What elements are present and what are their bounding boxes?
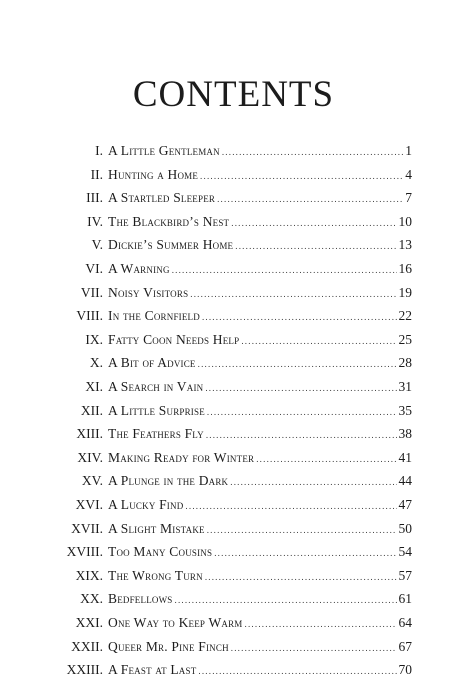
chapter-title: A Warning bbox=[108, 261, 170, 276]
page-number: 54 bbox=[398, 544, 412, 560]
dot-leader bbox=[172, 259, 397, 281]
chapter-entry bbox=[108, 376, 412, 399]
page-number: 47 bbox=[398, 497, 412, 512]
page-number: 70 bbox=[398, 662, 412, 678]
toc-entry[interactable] bbox=[0, 282, 467, 304]
chapter-number: XXI. bbox=[75, 615, 103, 630]
chapter-entry bbox=[108, 211, 412, 234]
chapter-entry bbox=[108, 234, 412, 257]
chapter-number: III. bbox=[86, 190, 103, 206]
toc-entry[interactable] bbox=[0, 305, 467, 327]
dot-leader bbox=[217, 188, 403, 210]
page-number: 50 bbox=[398, 520, 412, 536]
dot-leader bbox=[230, 471, 396, 493]
dot-leader bbox=[198, 353, 397, 375]
page-number: 44 bbox=[398, 473, 412, 489]
chapter-entry bbox=[108, 612, 412, 635]
page-number: 7 bbox=[405, 190, 412, 206]
page-number: 4 bbox=[405, 166, 412, 182]
chapter-title: Fatty Coon Needs Help bbox=[108, 331, 240, 347]
chapter-entry bbox=[108, 164, 412, 187]
chapter-title: Noisy Visitors bbox=[108, 284, 189, 300]
toc-entry[interactable] bbox=[0, 659, 467, 681]
dot-leader bbox=[205, 566, 397, 588]
chapter-number: IX. bbox=[85, 331, 103, 347]
dot-leader bbox=[207, 401, 397, 423]
dot-leader bbox=[214, 542, 396, 564]
page-number: 1 bbox=[405, 143, 412, 158]
page-number: 38 bbox=[398, 426, 412, 442]
dot-leader bbox=[202, 306, 397, 328]
toc-entry[interactable] bbox=[0, 612, 467, 634]
toc-entry[interactable] bbox=[0, 400, 467, 422]
page-number: 35 bbox=[398, 402, 412, 418]
toc-entry[interactable] bbox=[0, 329, 467, 351]
chapter-number: XVIII. bbox=[66, 544, 103, 560]
toc-entry[interactable] bbox=[0, 518, 467, 540]
chapter-entry bbox=[108, 187, 412, 210]
toc-entry[interactable] bbox=[0, 636, 467, 658]
chapter-title: The Feathers Fly bbox=[108, 426, 204, 442]
page-number: 64 bbox=[398, 615, 412, 630]
dot-leader bbox=[231, 212, 396, 234]
toc-entry[interactable] bbox=[0, 423, 467, 445]
toc-entry[interactable] bbox=[0, 140, 467, 162]
chapter-number: II. bbox=[90, 166, 103, 182]
chapter-title: A Startled Sleeper bbox=[108, 190, 216, 206]
toc-entry[interactable] bbox=[0, 588, 467, 610]
chapter-title: Bedfellows bbox=[108, 591, 173, 607]
dot-leader bbox=[200, 165, 403, 187]
chapter-title: Queer Mr. Pine Finch bbox=[108, 638, 229, 654]
dot-leader bbox=[206, 424, 397, 446]
dot-leader bbox=[185, 495, 396, 517]
chapter-entry bbox=[108, 282, 412, 305]
chapter-title: A Little Surprise bbox=[108, 402, 205, 418]
chapter-number: XV. bbox=[81, 473, 103, 489]
chapter-title: The Wrong Turn bbox=[108, 567, 203, 583]
chapter-number: XII. bbox=[80, 402, 103, 418]
chapter-entry bbox=[108, 659, 412, 682]
chapter-entry bbox=[108, 565, 412, 588]
page-number: 61 bbox=[398, 591, 412, 607]
chapter-title: One Way to Keep Warm bbox=[108, 615, 243, 630]
page-number: 16 bbox=[398, 261, 412, 276]
page-number: 22 bbox=[398, 308, 412, 324]
toc-entry[interactable] bbox=[0, 164, 467, 186]
chapter-title: A Search in Vain bbox=[108, 379, 204, 394]
toc-entry[interactable] bbox=[0, 565, 467, 587]
chapter-entry bbox=[108, 305, 412, 328]
toc-entry[interactable] bbox=[0, 258, 467, 280]
chapter-number: XIV. bbox=[77, 449, 103, 465]
dot-leader bbox=[235, 235, 396, 257]
dot-leader bbox=[256, 448, 396, 470]
toc-entry[interactable] bbox=[0, 447, 467, 469]
dot-leader bbox=[207, 519, 397, 541]
chapter-entry bbox=[108, 140, 412, 163]
chapter-number: XVI. bbox=[75, 497, 103, 512]
chapter-title: Making Ready for Winter bbox=[108, 449, 255, 465]
chapter-entry bbox=[108, 494, 412, 517]
chapter-number: XIII. bbox=[76, 426, 103, 442]
chapter-title: The Blackbird’s Nest bbox=[108, 213, 230, 229]
dot-leader bbox=[241, 330, 396, 352]
dot-leader bbox=[175, 589, 397, 611]
chapter-title: A Lucky Find bbox=[108, 497, 184, 512]
chapter-number: VIII. bbox=[76, 308, 103, 324]
dot-leader bbox=[190, 283, 396, 305]
chapter-entry bbox=[108, 423, 412, 446]
dot-leader bbox=[231, 637, 397, 659]
chapter-title: A Little Gentleman bbox=[108, 143, 220, 158]
chapter-number: XI. bbox=[85, 379, 103, 394]
chapter-number: VI. bbox=[85, 261, 103, 276]
toc-entry[interactable] bbox=[0, 541, 467, 563]
toc-entry[interactable] bbox=[0, 187, 467, 209]
chapter-entry bbox=[108, 518, 412, 541]
chapter-title: A Bit of Advice bbox=[108, 355, 196, 371]
chapter-title: A Plunge in the Dark bbox=[108, 473, 229, 489]
chapter-title: A Feast at Last bbox=[108, 662, 197, 678]
chapter-entry bbox=[108, 258, 412, 281]
page-number: 19 bbox=[398, 284, 412, 300]
chapter-number: X. bbox=[89, 355, 103, 371]
chapter-title: Hunting a Home bbox=[108, 166, 199, 182]
dot-leader bbox=[205, 377, 396, 399]
dot-leader bbox=[198, 660, 396, 682]
chapter-number: XX. bbox=[80, 591, 103, 607]
page-number: 41 bbox=[398, 449, 412, 465]
page-number: 10 bbox=[398, 213, 412, 229]
chapter-number: I. bbox=[95, 143, 103, 158]
page-number: 25 bbox=[398, 331, 412, 347]
chapter-title: Dickie’s Summer Home bbox=[108, 237, 234, 253]
chapter-entry bbox=[108, 470, 412, 493]
toc-entry[interactable] bbox=[0, 352, 467, 374]
chapter-entry bbox=[108, 541, 412, 564]
toc-entry[interactable] bbox=[0, 494, 467, 516]
toc-entry[interactable] bbox=[0, 376, 467, 398]
chapter-entry bbox=[108, 400, 412, 423]
toc-entry[interactable] bbox=[0, 470, 467, 492]
chapter-title: Too Many Cousins bbox=[108, 544, 213, 560]
page-number: 31 bbox=[398, 379, 412, 394]
chapter-number: VII. bbox=[80, 284, 103, 300]
chapter-number: XIX. bbox=[75, 567, 103, 583]
toc-entry[interactable] bbox=[0, 234, 467, 256]
chapter-entry bbox=[108, 329, 412, 352]
dot-leader bbox=[245, 613, 397, 635]
dot-leader bbox=[222, 141, 403, 163]
page-number: 13 bbox=[398, 237, 412, 253]
chapter-number: XXIII. bbox=[66, 662, 103, 678]
chapter-number: XVII. bbox=[71, 520, 103, 536]
page-number: 28 bbox=[398, 355, 412, 371]
chapter-title: A Slight Mistake bbox=[108, 520, 205, 536]
chapter-number: XXII. bbox=[71, 638, 103, 654]
chapter-entry bbox=[108, 588, 412, 611]
chapter-entry bbox=[108, 352, 412, 375]
page-number: 57 bbox=[398, 567, 412, 583]
chapter-number: V. bbox=[91, 237, 103, 253]
page-number: 67 bbox=[398, 638, 412, 654]
chapter-title: In the Cornfield bbox=[108, 308, 200, 324]
chapter-entry bbox=[108, 636, 412, 659]
chapter-entry bbox=[108, 447, 412, 470]
chapter-number: IV. bbox=[87, 213, 103, 229]
page-title: CONTENTS bbox=[132, 74, 335, 115]
toc-entry[interactable] bbox=[0, 211, 467, 233]
